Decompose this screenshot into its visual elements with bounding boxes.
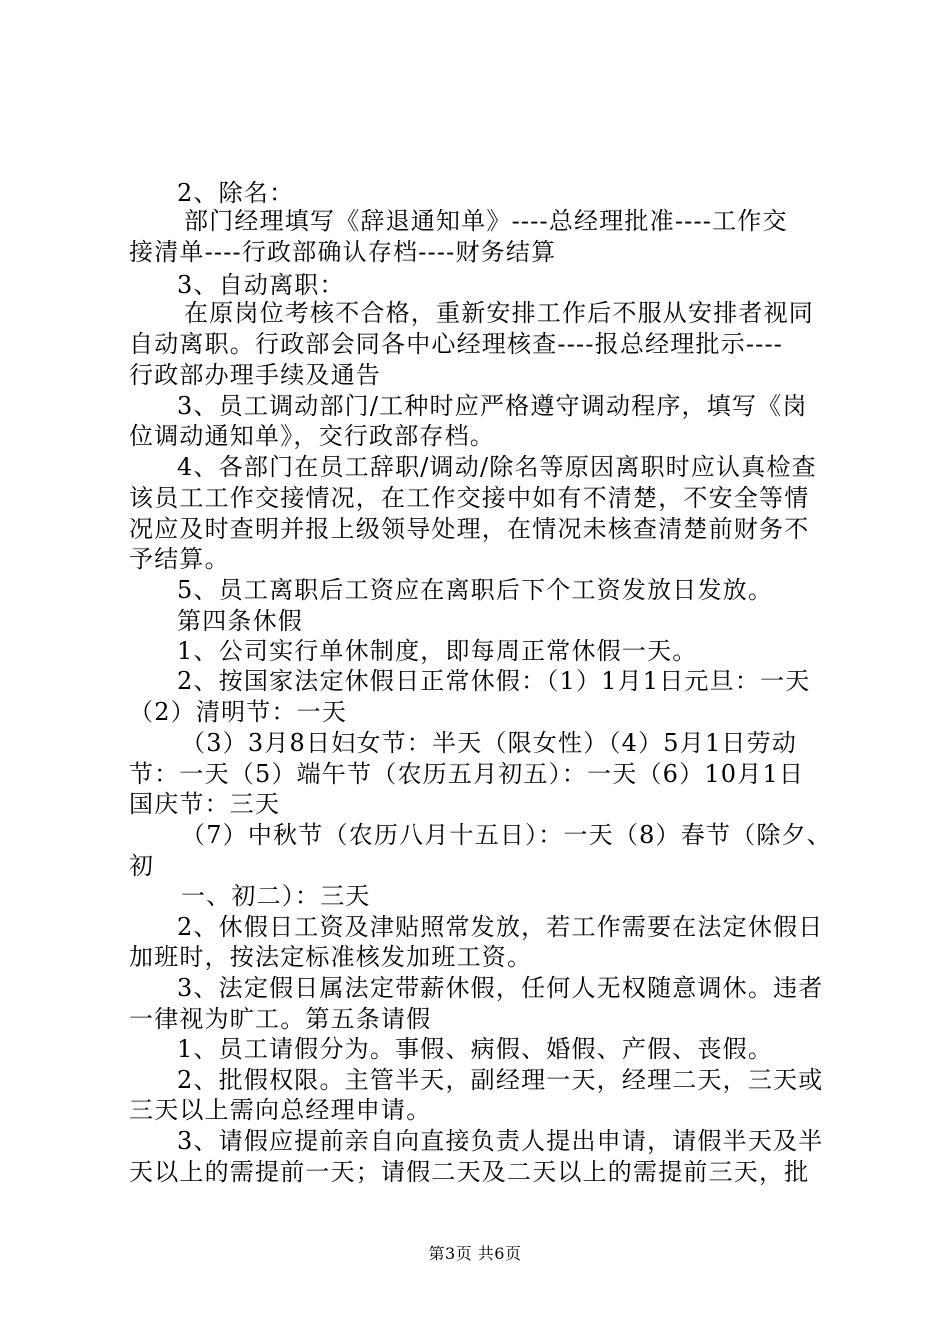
text-line: 3、法定假日属法定带薪休假，任何人无权随意调休。违者 bbox=[177, 974, 824, 1002]
text-line: （7）中秋节（农历八月十五日）：一天（8）春节（除夕、 bbox=[181, 821, 832, 849]
text-line: 接清单----行政部确认存档----财务结算 bbox=[129, 238, 557, 266]
text-line: 2、按国家法定休假日正常休假：（1）1月1日元旦：一天 bbox=[177, 667, 811, 695]
text-line: 2、休假日工资及津贴照常发放，若工作需要在法定休假日 bbox=[177, 913, 824, 941]
text-line: 该员工工作交接情况，在工作交接中如有不清楚，不安全等情 bbox=[129, 484, 810, 512]
text-line: 节：一天（5）端午节（农历五月初五）：一天（6）10月1日 bbox=[129, 760, 805, 788]
text-line: 3、请假应提前亲自向直接负责人提出申请，请假半天及半 bbox=[177, 1127, 824, 1155]
text-line: 2、除名： bbox=[177, 179, 295, 207]
text-line: 况应及时查明并报上级领导处理，在情况未核查清楚前财务不 bbox=[129, 515, 810, 543]
text-line: 自动离职。行政部会同各中心经理核查----报总经理批示---- bbox=[129, 330, 784, 358]
section-heading: 第四条休假 bbox=[177, 607, 303, 635]
text-line: 4、各部门在员工辞职/调动/除名等原因离职时应认真检查 bbox=[177, 453, 817, 481]
text-line: 2、批假权限。主管半天，副经理一天，经理二天，三天或 bbox=[177, 1066, 824, 1094]
text-line: 一律视为旷工。第五条请假 bbox=[129, 1005, 432, 1033]
text-line: 位调动通知单》，交行政部存档。 bbox=[129, 422, 495, 450]
page-number-footer: 第3页 共6页 bbox=[428, 1244, 522, 1263]
text-line: 在原岗位考核不合格，重新安排工作后不服从安排者视同 bbox=[184, 299, 814, 327]
text-line: 3、自动离职： bbox=[177, 271, 345, 299]
text-line: 国庆节：三天 bbox=[129, 790, 281, 818]
text-line: 天以上的需提前一天；请假二天及二天以上的需提前三天，批 bbox=[129, 1158, 810, 1186]
text-line: 三天以上需向总经理申请。 bbox=[129, 1096, 432, 1124]
text-line: 5、员工离职后工资应在离职后下个工资发放日发放。 bbox=[177, 576, 774, 604]
text-line: （3）3月8日妇女节：半天（限女性）（4）5月1日劳动 bbox=[181, 729, 798, 757]
text-line: 一、初二）：三天 bbox=[181, 882, 371, 910]
text-line: 1、员工请假分为。事假、病假、婚假、产假、丧假。 bbox=[177, 1035, 774, 1063]
text-line: 予结算。 bbox=[129, 545, 230, 573]
text-line: 行政部办理手续及通告 bbox=[129, 361, 381, 389]
text-line: （2）清明节：一天 bbox=[129, 698, 348, 726]
text-line: 3、员工调动部门/工种时应严格遵守调动程序，填写《岗 bbox=[177, 392, 808, 420]
text-line: 部门经理填写《辞退通知单》----总经理批准----工作交 bbox=[184, 207, 788, 235]
text-line: 加班时，按法定标准核发加班工资。 bbox=[129, 943, 533, 971]
text-line: 初 bbox=[129, 852, 155, 880]
text-line: 1、公司实行单休制度，即每周正常休假一天。 bbox=[177, 637, 698, 665]
